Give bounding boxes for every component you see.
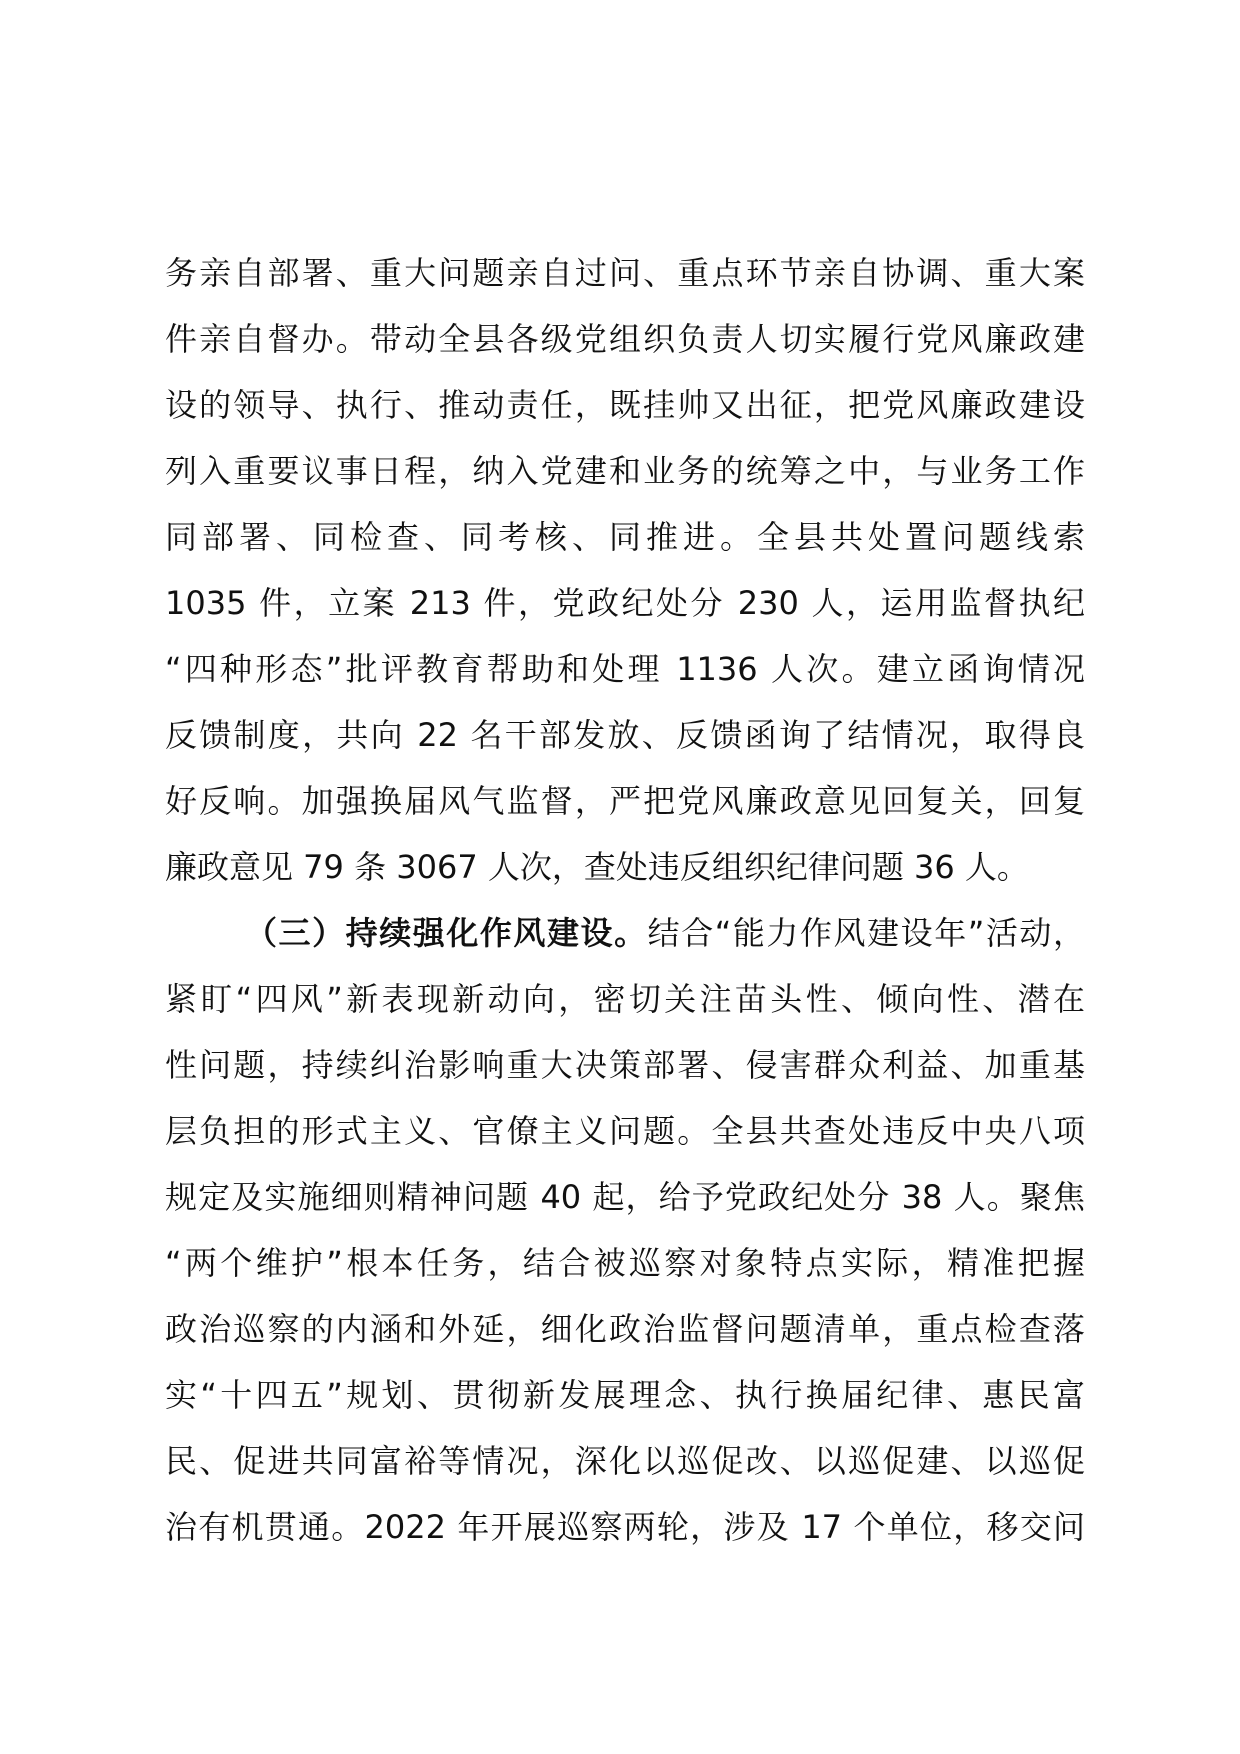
text-line: 反馈制度，共向 22 名干部发放、反馈函询了结情况，取得良	[165, 716, 1085, 754]
text-line: 民、促进共同富裕等情况，深化以巡促改、以巡促建、以巡促	[165, 1442, 1085, 1480]
text-line: 设的领导、执行、推动责任，既挂帅又出征，把党风廉政建设	[165, 386, 1085, 424]
text-line: 紧盯“四风”新表现新动向，密切关注苗头性、倾向性、潜在	[165, 980, 1085, 1018]
text-line: 性问题，持续纠治影响重大决策部署、侵害群众利益、加重基	[165, 1046, 1085, 1084]
section-heading-line	[165, 900, 1085, 966]
section-heading: （三）持续强化作风建设。	[245, 914, 648, 952]
text-line: 实“十四五”规划、贯彻新发展理念、执行换届纪律、惠民富	[165, 1376, 1085, 1414]
text-line: 政治巡察的内涵和外延，细化政治监督问题清单，重点检查落	[165, 1310, 1085, 1348]
text-line: 层负担的形式主义、官僚主义问题。全县共查处违反中央八项	[165, 1112, 1085, 1150]
text-line: 列入重要议事日程，纳入党建和业务的统筹之中，与业务工作	[165, 452, 1085, 490]
text-line: “四种形态”批评教育帮助和处理 1136 人次。建立函询情况	[165, 650, 1085, 688]
text-line: 规定及实施细则精神问题 40 起，给予党政纪处分 38 人。聚焦	[165, 1178, 1085, 1216]
text-line: “两个维护”根本任务，结合被巡察对象特点实际，精准把握	[165, 1244, 1085, 1282]
text-line: 好反响。加强换届风气监督，严把党风廉政意见回复关，回复	[165, 782, 1085, 820]
text-line: 廉政意见 79 条 3067 人次，查处违反组织纪律问题 36 人。	[165, 848, 1029, 886]
text-line: 同部署、同检查、同考核、同推进。全县共处置问题线索	[165, 518, 1085, 556]
text-line: 1035 件，立案 213 件，党政纪处分 230 人，运用监督执纪	[165, 584, 1085, 622]
body-text	[165, 240, 1085, 1560]
section-heading-rest: 结合“能力作风建设年”活动，	[647, 914, 1085, 952]
text-line: 件亲自督办。带动全县各级党组织负责人切实履行党风廉政建	[165, 320, 1085, 358]
text-line: 治有机贯通。2022 年开展巡察两轮，涉及 17 个单位，移交问	[165, 1508, 1085, 1546]
text-line: 务亲自部署、重大问题亲自过问、重点环节亲自协调、重大案	[165, 254, 1085, 292]
